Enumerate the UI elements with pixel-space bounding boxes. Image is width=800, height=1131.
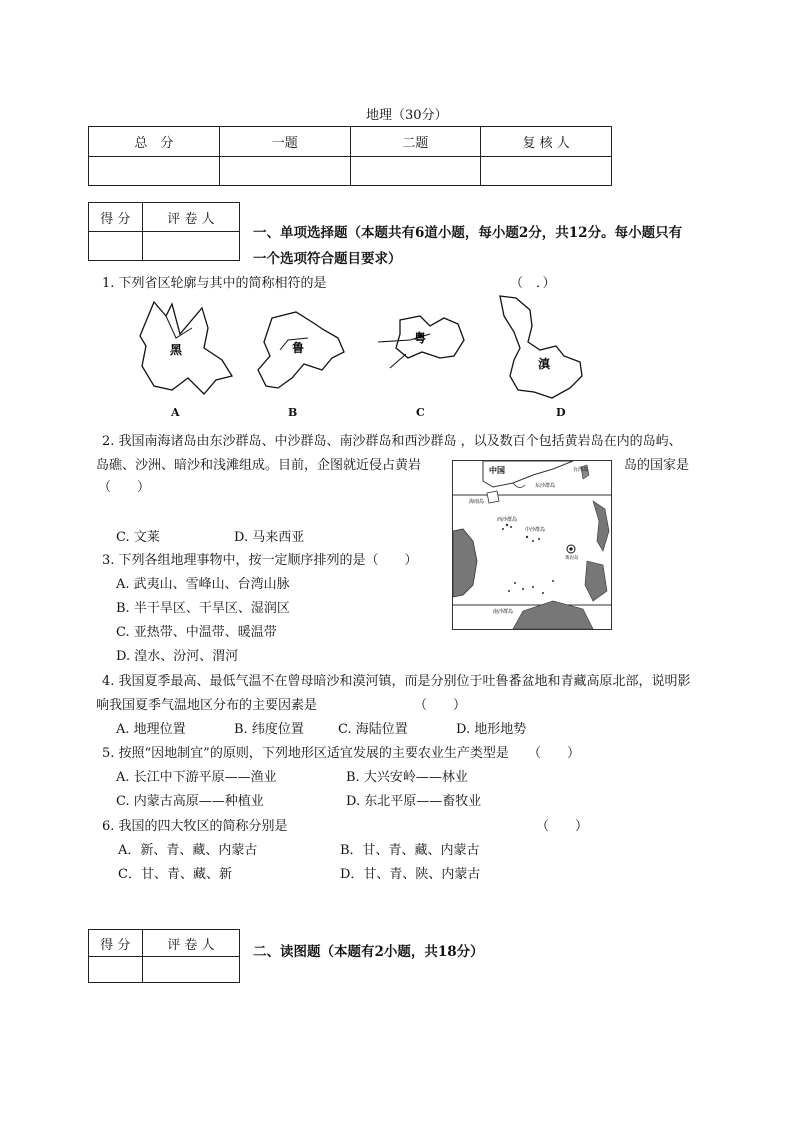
q3-option-b: B. 半干旱区、干旱区、湿润区 [116,601,290,616]
q6-stem: 6. 我国的四大牧区的简称分别是 [102,819,288,834]
q5-option-d: D. 东北平原——畜牧业 [346,794,482,809]
q6-option-c: C．甘、青、藏、新 [118,867,232,882]
map-label-dongsha: 东沙群岛 [535,483,556,489]
score-table-header-reviewer: 复 核 人 [481,127,612,157]
score-cell-reviewer[interactable] [481,157,612,186]
page-title: 地理（30分） [366,108,448,123]
q5-option-b: B. 大兴安岭——林业 [346,770,468,785]
option-label-a: A [171,406,180,419]
map-label-xisha: 西沙群岛 [497,517,518,523]
option-label-b: B [288,406,298,419]
section1-title-line1: 一、单项选择题（本题共有6道小题，每小题2分，共12分。每小题只有 [253,225,683,241]
province-outline-b [252,308,362,398]
province-label-c: 粤 [414,331,427,345]
option-label-d: D [556,406,566,419]
grader-box-section2 [88,929,240,983]
grader-score-cell[interactable] [89,232,143,261]
q4-option-c: C. 海陆位置 [338,722,408,737]
grader-name-cell[interactable] [142,232,239,261]
q1-answer-paren: （ ．） [510,276,556,291]
grader-name-label: 评 卷 人 [142,203,239,232]
map-label-nansha: 南沙群岛 [493,609,514,615]
province-label-a: 黑 [170,343,183,357]
grader2-name-label: 评 卷 人 [142,930,239,957]
map-label-zhongsha: 中沙群岛 [525,527,546,533]
province-outline-a [132,298,242,398]
q3-option-d: D. 湟水、汾河、渭河 [116,649,239,664]
score-cell-q1[interactable] [219,157,350,186]
province-outline-d [490,292,600,402]
map-label-china: 中国 [489,466,505,475]
q3-option-c: C. 亚热带、中温带、暖温带 [116,625,277,640]
grader2-score-cell[interactable] [89,957,143,983]
q4-line2: 响我国夏季气温地区分布的主要因素是 [96,698,318,713]
q4-option-a: A. 地理位置 [116,722,186,737]
score-table [88,126,612,186]
q2-option-d: D. 马来西亚 [234,530,305,545]
south-china-sea-map-graphic [453,461,611,629]
score-cell-q2[interactable] [350,157,481,186]
province-label-b: 鲁 [292,341,305,355]
map-label-hainan: 海南岛 [469,499,485,505]
q4-answer-paren: （ ） [414,698,467,713]
q6-answer-paren: （ ） [536,819,589,834]
map-label-huangyan: 黄岩岛 [565,556,579,561]
grader2-score-label: 得 分 [89,930,143,957]
q1-stem: 1. 下列省区轮廓与其中的简称相符的是 [102,276,327,291]
option-label-c: C [416,406,425,419]
q2-option-c: C. 文莱 [116,530,160,545]
grader2-name-cell[interactable] [142,957,239,983]
score-table-header-total: 总 分 [89,127,220,157]
province-label-d: 滇 [538,357,551,371]
q3-stem: 3. 下列各组地理事物中，按一定顺序排列的是（ ） [102,553,418,568]
q4-line1: 4. 我国夏季最高、最低气温不在曾母暗沙和漠河镇，而是分别位于吐鲁番盆地和青藏高原北部，说明影 [102,674,691,689]
q5-stem: 5. 按照“因地制宜”的原则，下列地形区适宜发展的主要农业生产类型是 [102,746,509,761]
q5-option-c: C. 内蒙古高原——种植业 [116,794,264,809]
score-table-header-q1: 一题 [219,127,350,157]
q6-option-d: D．甘、青、陕、内蒙古 [340,867,481,882]
q5-option-a: A. 长江中下游平原——渔业 [116,770,277,785]
province-outline-c [370,312,480,392]
grader-box-section1 [88,202,240,261]
section2-title: 二、读图题（本题有2小题，共18分） [253,944,484,960]
south-china-sea-map [452,460,612,630]
q2-line1: 2. 我国南海诸岛由东沙群岛、中沙群岛、南沙群岛和西沙群岛 ，以及数百个包括黄岩岛在内的岛屿、 [102,434,682,449]
q2-line2b: 岛的国家是 [624,458,690,473]
q4-option-b: B. 纬度位置 [234,722,304,737]
map-label-taiwan: 台湾岛 [573,467,589,473]
q3-option-a: A. 武夷山、雪峰山、台湾山脉 [116,577,290,592]
score-cell-total[interactable] [89,157,220,186]
q6-option-a: A．新、青、藏、内蒙古 [118,843,258,858]
score-table-header-q2: 二题 [350,127,481,157]
q5-answer-paren: （ ） [528,746,581,761]
q2-answer-paren: （ ） [98,480,151,495]
section1-title-line2: 一个选项符合题目要求） [253,251,402,267]
q4-option-d: D. 地形地势 [456,722,527,737]
grader-score-label: 得 分 [89,203,143,232]
q6-option-b: B．甘、青、藏、内蒙古 [340,843,480,858]
q2-line2a: 岛礁、沙洲、暗沙和浅滩组成。目前，企图就近侵占黄岩 [96,458,422,473]
